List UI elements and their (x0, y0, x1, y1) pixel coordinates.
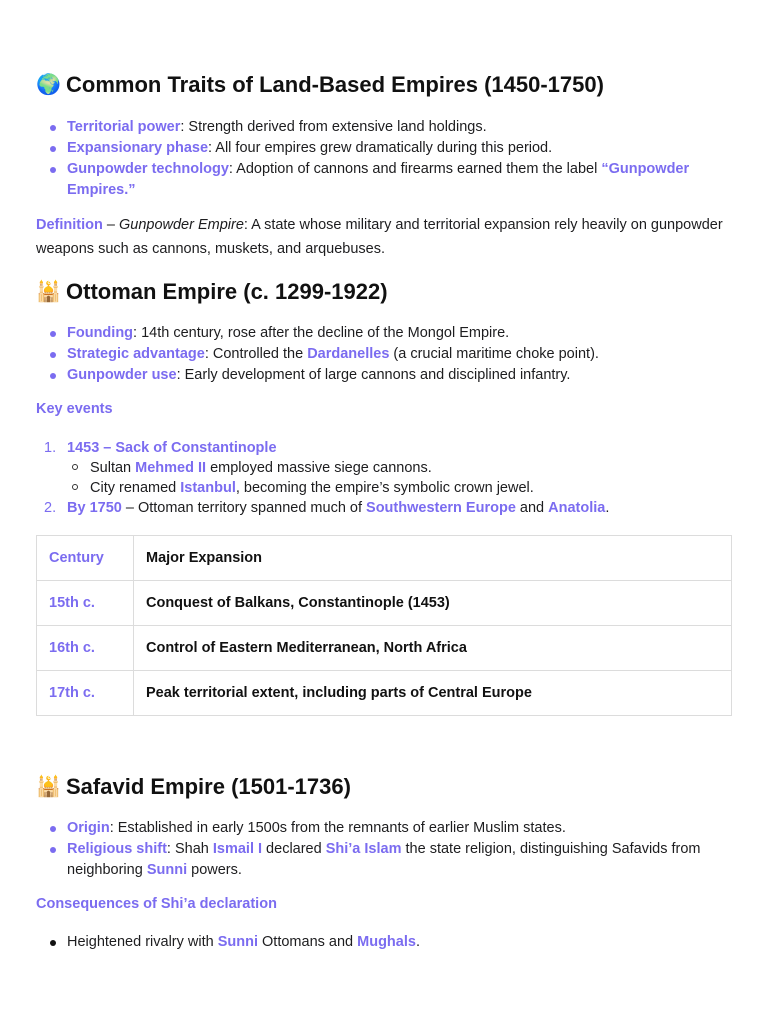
event-item: 1. 1453 – Sack of Constantinople Sultan Mehmed II employed massive siege cannons. City renamed Istanbul, becoming the empire’s symbolic crown jewel. (67, 438, 736, 498)
table-row (37, 626, 732, 671)
table-cell: 17th c. (37, 671, 134, 716)
table-cell: Peak territorial extent, including parts of Central Europe (134, 671, 732, 716)
event-item: 2. By 1750 – Ottoman territory spanned much of Southwestern Europe and Anatolia. (44, 500, 610, 516)
list-item: Heightened rivalry with Sunni Ottomans and Mughals. (67, 932, 736, 953)
table-cell: 15th c. (37, 581, 134, 626)
mosque-icon: 🕌 (36, 776, 61, 798)
key-events-list (36, 438, 736, 518)
list-item: Origin: Established in early 1500s from the remnants of earlier Muslim states. (67, 818, 736, 839)
consequences-list (36, 932, 736, 953)
list-item: Gunpowder technology: Adoption of cannons and firearms earned them the label “Gunpowder Empires.” (67, 159, 736, 201)
sub-item: City renamed Istanbul, becoming the empire’s symbolic crown jewel. (90, 478, 736, 498)
section-ottoman (36, 278, 388, 306)
traits-list (36, 117, 736, 201)
table-header-expansion: Major Expansion (134, 536, 732, 581)
list-item: Gunpowder use: Early development of large cannons and disciplined infantry. (67, 365, 736, 386)
table-cell: 16th c. (37, 626, 134, 671)
consequences-label: Consequences of Shi’a declaration (36, 896, 277, 912)
ottoman-list (36, 323, 736, 386)
list-item: Religious shift: Shah Ismail I declared Shi’a Islam the state religion, distinguishing Safavids from neighboring Sunni powers. (67, 839, 736, 881)
table-cell: Conquest of Balkans, Constantinople (1453) (134, 581, 732, 626)
list-item: Founding: 14th century, rose after the decline of the Mongol Empire. (67, 323, 736, 344)
expansion-table-wrapper (36, 535, 732, 716)
section-title: 🕌 Ottoman Empire (c. 1299-1922) (36, 279, 388, 304)
section-title: 🌍 Common Traits of Land-Based Empires (1450-1750) (36, 72, 604, 97)
definition-paragraph: Definition – Gunpowder Empire: A state whose military and territorial expansion rely heavily on gunpowder weapons such as cannons, muskets, and arquebuses. (36, 217, 723, 257)
safavid-list (36, 818, 736, 881)
expansion-table (36, 535, 732, 716)
key-events-label: Key events (36, 401, 113, 417)
list-item: Strategic advantage: Controlled the Dardanelles (a crucial maritime choke point). (67, 344, 736, 365)
list-item: Territorial power: Strength derived from extensive land holdings. (67, 117, 736, 138)
sub-item: Sultan Mehmed II employed massive siege cannons. (90, 458, 736, 478)
table-row (37, 581, 732, 626)
list-item: Expansionary phase: All four empires grew dramatically during this period. (67, 138, 736, 159)
table-cell: Control of Eastern Mediterranean, North Africa (134, 626, 732, 671)
table-header-century: Century (37, 536, 134, 581)
section-safavid (36, 773, 351, 801)
mosque-icon: 🕌 (36, 281, 61, 303)
section-common-traits (36, 71, 604, 99)
table-header-row (37, 536, 732, 581)
table-row (37, 671, 732, 716)
section-title: 🕌 Safavid Empire (1501-1736) (36, 774, 351, 799)
globe-icon: 🌍 (36, 74, 61, 96)
